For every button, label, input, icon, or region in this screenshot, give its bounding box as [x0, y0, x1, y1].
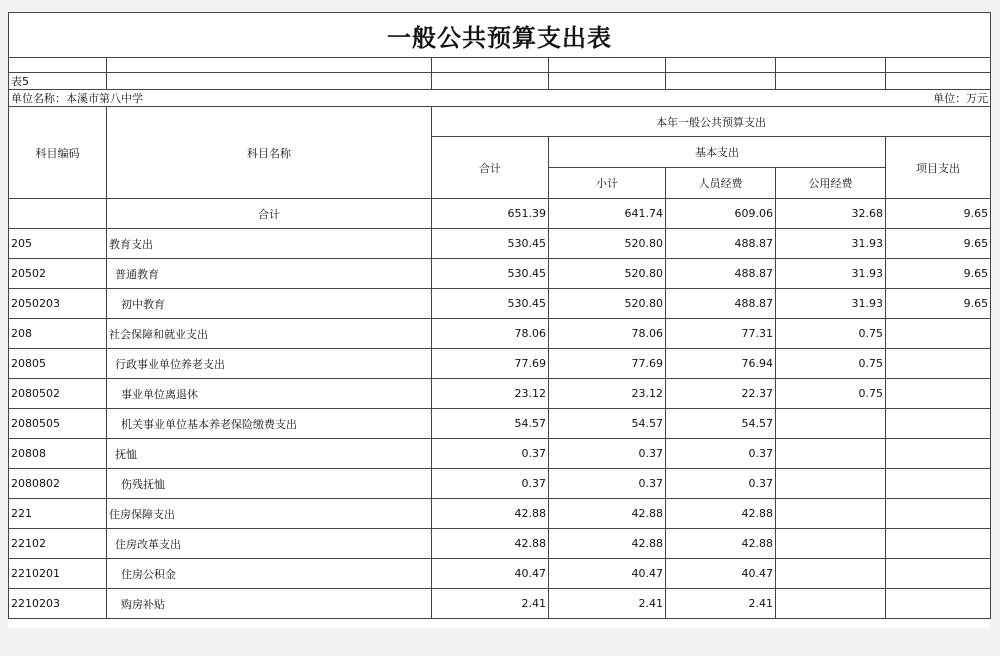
table-row: [9, 229, 991, 259]
cell-public[interactable]: 0.75: [776, 379, 886, 409]
cell-personnel[interactable]: 42.88: [666, 499, 776, 529]
cell-subtotal[interactable]: 520.80: [549, 289, 666, 319]
header-basic[interactable]: 基本支出: [549, 137, 886, 168]
cell-project[interactable]: 9.65: [886, 229, 991, 259]
cell-subtotal[interactable]: 42.88: [549, 529, 666, 559]
subject-code[interactable]: 221: [9, 499, 107, 529]
table-number[interactable]: 表5: [9, 73, 107, 90]
cell-subtotal[interactable]: 77.69: [549, 349, 666, 379]
empty-cell[interactable]: [9, 58, 107, 73]
unit-label[interactable]: 单位：万元: [886, 90, 991, 107]
subject-name[interactable]: 机关事业单位基本养老保险缴费支出: [107, 409, 432, 439]
header-project[interactable]: 项目支出: [886, 137, 991, 199]
cell-personnel[interactable]: 76.94: [666, 349, 776, 379]
cell-project[interactable]: [886, 409, 991, 439]
table-row: [9, 289, 991, 319]
cell-total[interactable]: 42.88: [432, 499, 549, 529]
cell-public[interactable]: [776, 559, 886, 589]
table-row: [9, 379, 991, 409]
cell-total[interactable]: 2.41: [432, 589, 549, 619]
table-row: [9, 469, 991, 499]
cell-public[interactable]: [776, 439, 886, 469]
total-row: [9, 199, 991, 229]
total-public[interactable]: 32.68: [776, 199, 886, 229]
cell-personnel[interactable]: 40.47: [666, 559, 776, 589]
table-row: [9, 409, 991, 439]
empty-cell[interactable]: [107, 73, 432, 90]
cell-public[interactable]: [776, 469, 886, 499]
unit-name[interactable]: 单位名称：本溪市第八中学: [9, 90, 886, 107]
cell-total[interactable]: 78.06: [432, 319, 549, 349]
cell-personnel[interactable]: 42.88: [666, 529, 776, 559]
table-row: [9, 559, 991, 589]
cell-total[interactable]: 54.57: [432, 409, 549, 439]
cell-personnel[interactable]: 488.87: [666, 289, 776, 319]
header-total[interactable]: 合计: [432, 137, 549, 199]
cell-subtotal[interactable]: 78.06: [549, 319, 666, 349]
cell-public[interactable]: [776, 529, 886, 559]
header-personnel[interactable]: 人员经费: [666, 168, 776, 199]
subject-code[interactable]: 2210203: [9, 589, 107, 619]
budget-table: [8, 12, 991, 619]
cell-personnel[interactable]: 488.87: [666, 229, 776, 259]
subject-name[interactable]: 抚恤: [107, 439, 432, 469]
table-row: [9, 499, 991, 529]
subject-code[interactable]: 2050203: [9, 289, 107, 319]
subject-code[interactable]: 20808: [9, 439, 107, 469]
cell-subtotal[interactable]: 0.37: [549, 439, 666, 469]
cell-personnel[interactable]: 488.87: [666, 259, 776, 289]
header-name[interactable]: 科目名称: [107, 107, 432, 199]
subject-name[interactable]: 行政事业单位养老支出: [107, 349, 432, 379]
spreadsheet-sheet: [8, 12, 990, 628]
cell-project[interactable]: 9.65: [886, 259, 991, 289]
subject-name[interactable]: 住房保障支出: [107, 499, 432, 529]
empty-cell[interactable]: [549, 73, 666, 90]
total-project[interactable]: 9.65: [886, 199, 991, 229]
cell-personnel[interactable]: 77.31: [666, 319, 776, 349]
cell-public[interactable]: 31.93: [776, 259, 886, 289]
table-row: [9, 259, 991, 289]
empty-cell[interactable]: [666, 58, 776, 73]
subject-name[interactable]: 教育支出: [107, 229, 432, 259]
cell-personnel[interactable]: 2.41: [666, 589, 776, 619]
cell-subtotal[interactable]: 23.12: [549, 379, 666, 409]
subject-code[interactable]: 2080802: [9, 469, 107, 499]
subject-name[interactable]: 住房改革支出: [107, 529, 432, 559]
total-total[interactable]: 651.39: [432, 199, 549, 229]
cell-total[interactable]: 0.37: [432, 469, 549, 499]
subject-name[interactable]: 伤残抚恤: [107, 469, 432, 499]
total-label[interactable]: 合计: [107, 199, 432, 229]
header-group[interactable]: 本年一般公共预算支出: [432, 107, 991, 137]
cell-project[interactable]: [886, 439, 991, 469]
subject-code[interactable]: 2080505: [9, 409, 107, 439]
cell-total[interactable]: 77.69: [432, 349, 549, 379]
subject-code[interactable]: 20502: [9, 259, 107, 289]
cell-personnel[interactable]: 0.37: [666, 469, 776, 499]
subject-name[interactable]: 购房补贴: [107, 589, 432, 619]
subject-code[interactable]: 22102: [9, 529, 107, 559]
cell-project[interactable]: [886, 589, 991, 619]
cell-project[interactable]: [886, 319, 991, 349]
table-row: [9, 319, 991, 349]
table-row: [9, 349, 991, 379]
table-row: [9, 589, 991, 619]
cell-total[interactable]: 42.88: [432, 529, 549, 559]
subject-code[interactable]: 208: [9, 319, 107, 349]
cell-total[interactable]: 530.45: [432, 229, 549, 259]
cell-subtotal[interactable]: 42.88: [549, 499, 666, 529]
total-personnel[interactable]: 609.06: [666, 199, 776, 229]
cell-project[interactable]: [886, 379, 991, 409]
cell-subtotal[interactable]: 520.80: [549, 259, 666, 289]
cell-public[interactable]: 0.75: [776, 319, 886, 349]
subject-name[interactable]: 社会保障和就业支出: [107, 319, 432, 349]
cell-project[interactable]: [886, 529, 991, 559]
cell-total[interactable]: 530.45: [432, 289, 549, 319]
subject-code[interactable]: 20805: [9, 349, 107, 379]
cell-public[interactable]: 31.93: [776, 289, 886, 319]
cell-public[interactable]: 31.93: [776, 229, 886, 259]
subject-name[interactable]: 事业单位离退休: [107, 379, 432, 409]
cell-public[interactable]: [776, 589, 886, 619]
cell-project[interactable]: [886, 559, 991, 589]
total-subtotal[interactable]: 641.74: [549, 199, 666, 229]
subject-name[interactable]: 住房公积金: [107, 559, 432, 589]
cell-total[interactable]: 0.37: [432, 439, 549, 469]
cell-subtotal[interactable]: 54.57: [549, 409, 666, 439]
cell-project[interactable]: [886, 349, 991, 379]
header-public[interactable]: 公用经费: [776, 168, 886, 199]
cell-total[interactable]: 530.45: [432, 259, 549, 289]
empty-cell[interactable]: [432, 58, 549, 73]
subject-code[interactable]: 205: [9, 229, 107, 259]
page-title: 一般公共预算支出表: [9, 13, 991, 58]
empty-cell[interactable]: [776, 73, 886, 90]
empty-cell[interactable]: [432, 73, 549, 90]
cell-subtotal[interactable]: 520.80: [549, 229, 666, 259]
cell-subtotal[interactable]: 2.41: [549, 589, 666, 619]
empty-cell[interactable]: [776, 58, 886, 73]
empty-cell[interactable]: [886, 73, 991, 90]
cell-personnel[interactable]: 0.37: [666, 439, 776, 469]
cell-public[interactable]: [776, 409, 886, 439]
subject-name[interactable]: 普通教育: [107, 259, 432, 289]
subject-code[interactable]: 2080502: [9, 379, 107, 409]
cell-personnel[interactable]: 54.57: [666, 409, 776, 439]
empty-cell[interactable]: [107, 58, 432, 73]
table-row: [9, 439, 991, 469]
cell-project[interactable]: [886, 499, 991, 529]
header-subtotal[interactable]: 小计: [549, 168, 666, 199]
cell-subtotal[interactable]: 40.47: [549, 559, 666, 589]
empty-cell[interactable]: [886, 58, 991, 73]
cell-public[interactable]: 0.75: [776, 349, 886, 379]
cell-public[interactable]: [776, 499, 886, 529]
empty-cell[interactable]: [549, 58, 666, 73]
cell-personnel[interactable]: 22.37: [666, 379, 776, 409]
cell-total[interactable]: 23.12: [432, 379, 549, 409]
subject-code[interactable]: 2210201: [9, 559, 107, 589]
cell-total[interactable]: 40.47: [432, 559, 549, 589]
cell-subtotal[interactable]: 0.37: [549, 469, 666, 499]
table-row: [9, 529, 991, 559]
empty-cell[interactable]: [9, 199, 107, 229]
empty-cell[interactable]: [666, 73, 776, 90]
cell-project[interactable]: [886, 469, 991, 499]
subject-name[interactable]: 初中教育: [107, 289, 432, 319]
header-code[interactable]: 科目编码: [9, 107, 107, 199]
cell-project[interactable]: 9.65: [886, 289, 991, 319]
